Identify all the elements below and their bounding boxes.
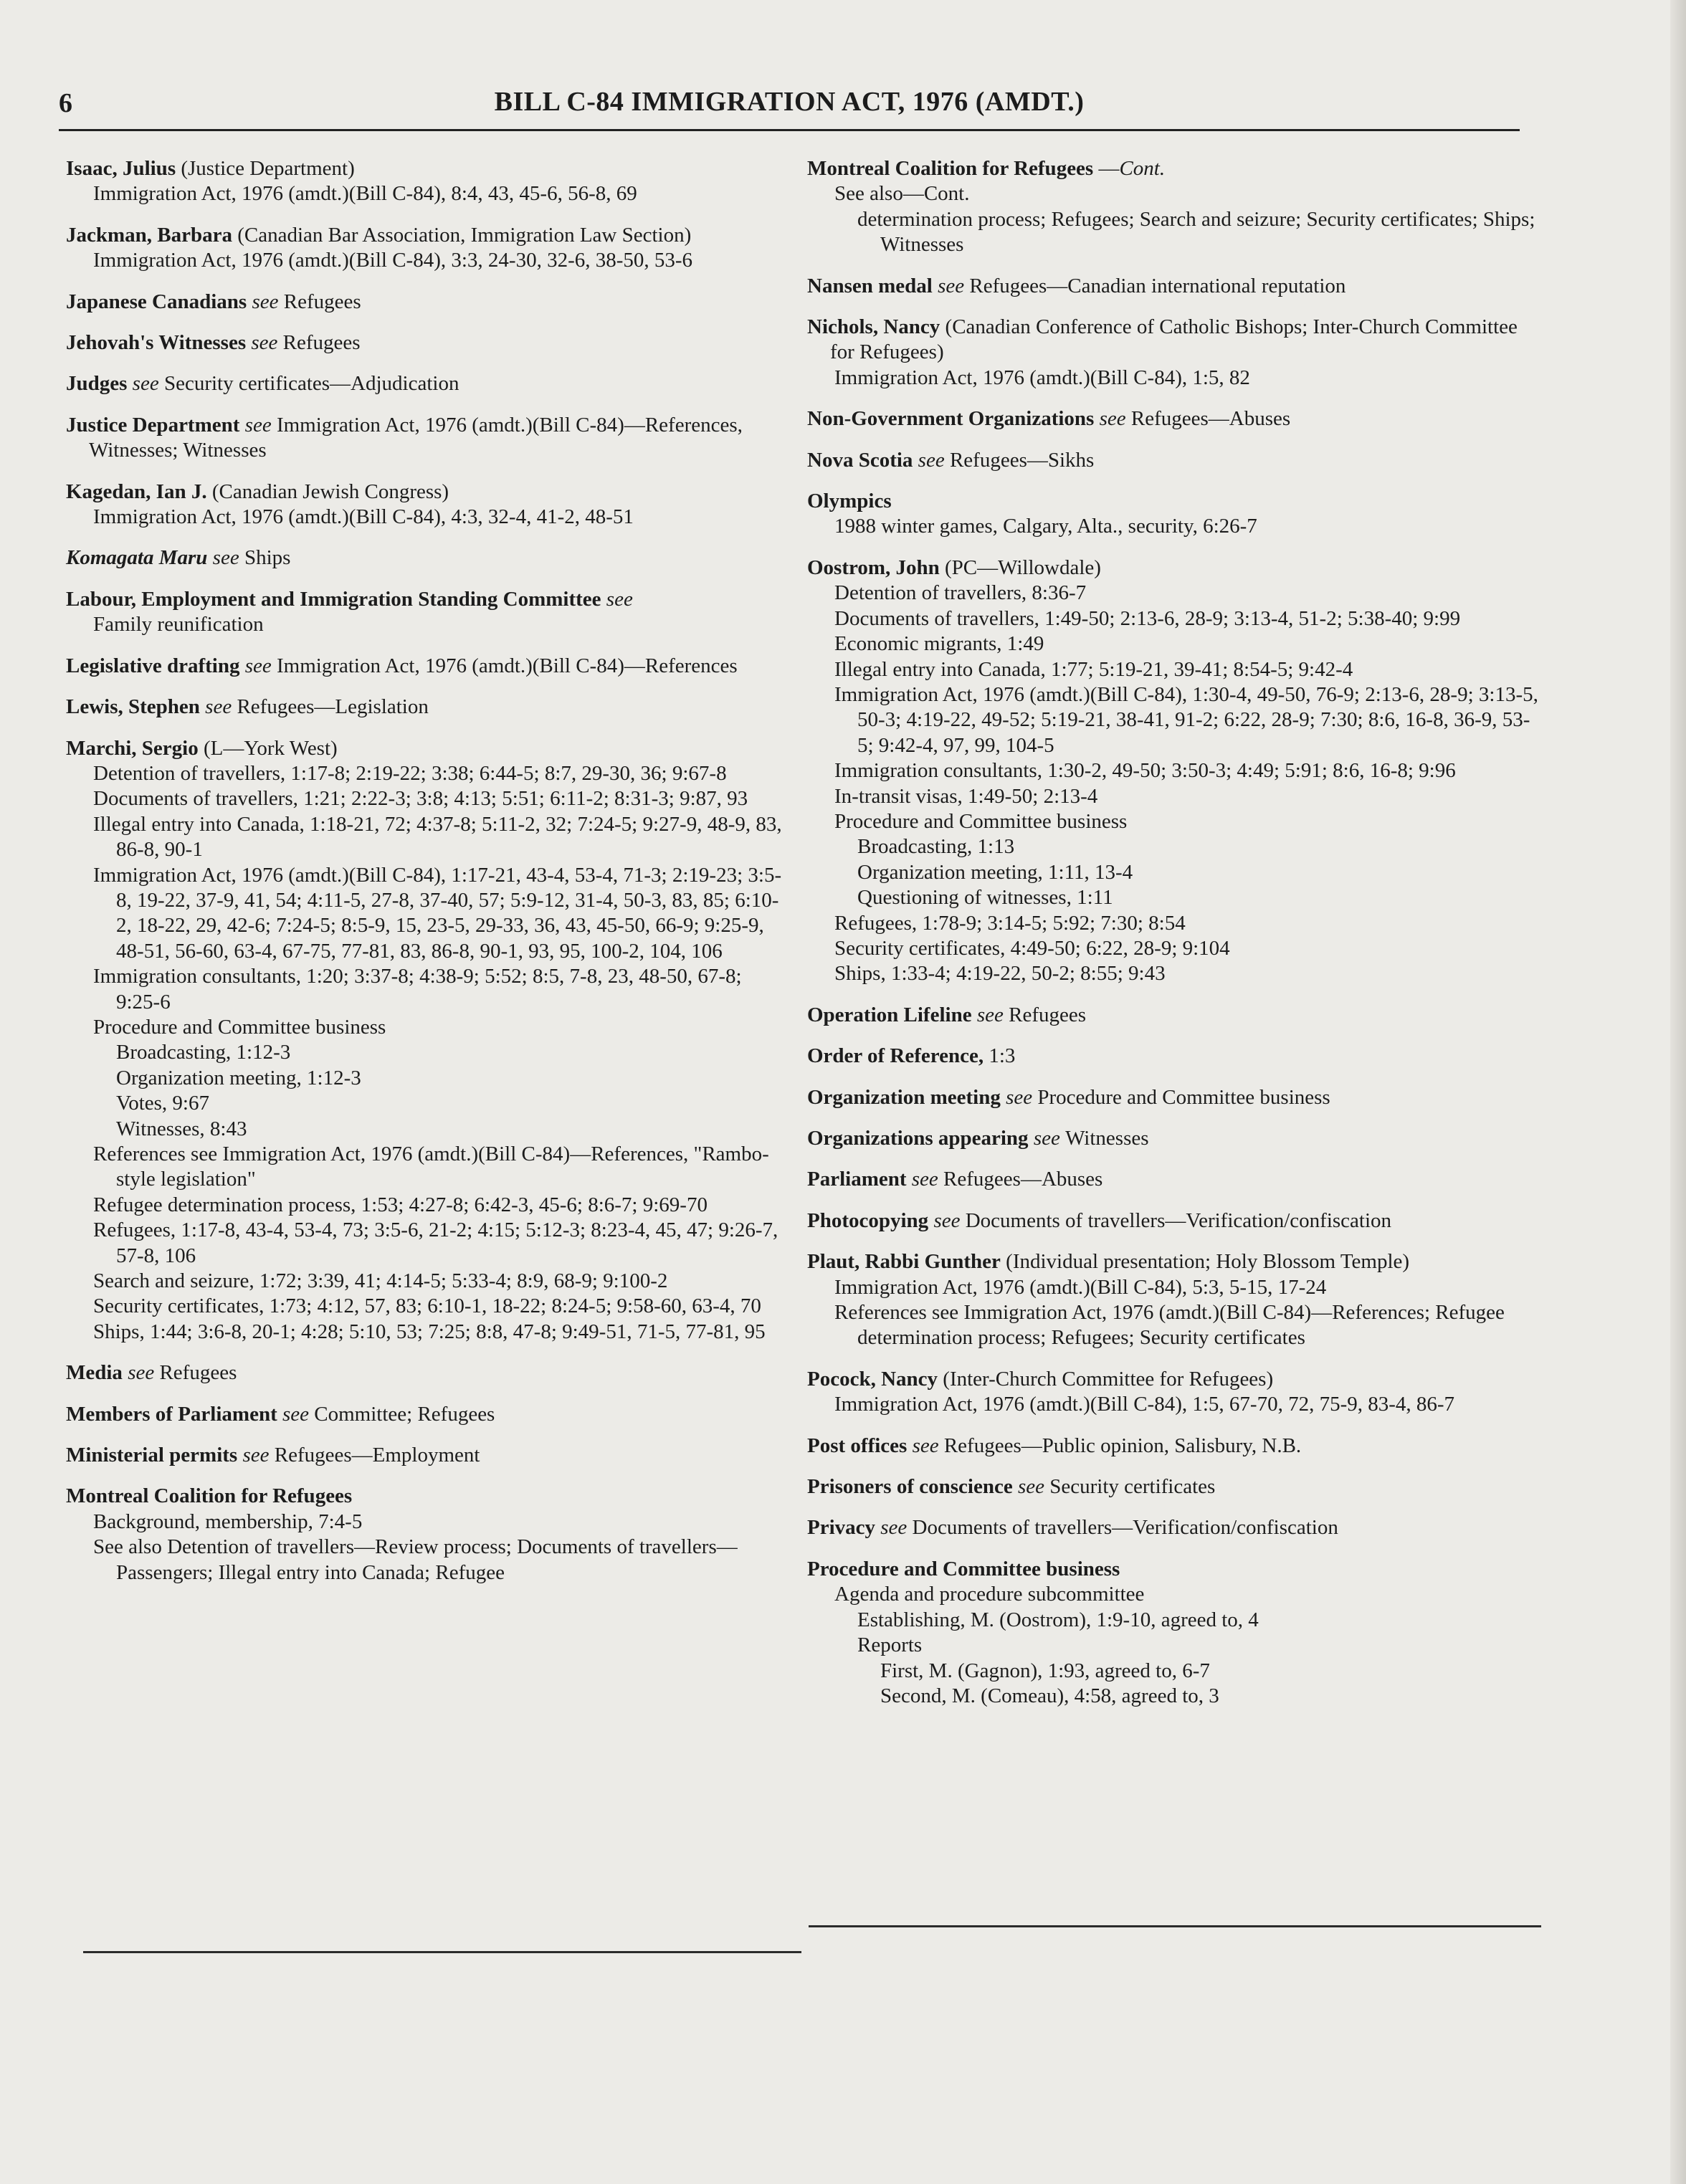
- entry-heading: [807, 1474, 1546, 1499]
- sub-entry: Illegal entry into Canada, 1:77; 5:19-21, 39-41; 8:54-5; 9:42-4: [834, 657, 1353, 681]
- entry-term: Parliament: [807, 1168, 907, 1191]
- sub-entry: Immigration Act, 1976 (amdt.)(Bill C-84), 1:17-21, 43-4, 53-4, 71-3; 2:19-23; 3:5-8, 19-22, 37-9, 41, 54; 4:11-5, 27-8, 37-40, 57; 5:9-12, 31-4, 50-3, 83, 85; 6:10-2, 18-22, 29, 42-6; 7:24-5; 8:5-9, 15, 23-5, 29-33, 36, 43, 45-50, 66-9; 9:25-9, 48-51, 56-60, 63-4, 67-75, 77-81, 83, 86-8, 90-1, 93, 95, 100-2, 104, 106: [93, 863, 782, 963]
- entry-detail: (Inter-Church Committee for Refugees): [938, 1367, 1274, 1391]
- see-reference: see: [1012, 1475, 1050, 1499]
- entry-detail: (Canadian Jewish Congress): [206, 480, 449, 503]
- entry-detail: (Canadian Conference of Catholic Bishops; Inter-Church Committee for Refugees): [830, 315, 1518, 364]
- index-entry: [807, 274, 1546, 299]
- see-reference: see: [928, 1208, 966, 1232]
- entry-detail: 1:3: [984, 1044, 1016, 1068]
- page-number: 6: [59, 88, 72, 118]
- see-reference: see: [1000, 1085, 1038, 1109]
- index-entry: [807, 448, 1546, 473]
- sub-sub-entry: determination process; Refugees; Search and seizure; Security certificates; Ships; Witnesses: [857, 207, 1535, 257]
- index-entry: [66, 736, 783, 1345]
- sub-entry: Refugees, 1:17-8, 43-4, 53-4, 73; 3:5-6, 21-2; 4:15; 5:12-3; 8:23-4, 45, 47; 9:26-7, 57-8, 106: [93, 1219, 778, 1267]
- entry-detail: Immigration Act, 1976 (amdt.)(Bill C-84)—References: [276, 654, 738, 677]
- entry-term: Montreal Coalition for Refugees: [66, 1484, 353, 1508]
- index-entry: [807, 489, 1546, 540]
- sub-sub-sub-entry: First, M. (Gagnon), 1:93, agreed to, 6-7: [880, 1659, 1210, 1682]
- sub-entry: Security certificates, 4:49-50; 6:22, 28-9; 9:104: [834, 936, 1230, 960]
- entry-term: Lewis, Stephen: [66, 695, 200, 719]
- index-entry: [807, 1249, 1546, 1351]
- entry-heading: [807, 1003, 1546, 1028]
- sub-sub-sub-entry: Second, M. (Comeau), 4:58, agreed to, 3: [880, 1684, 1219, 1707]
- sub-entry: Immigration consultants, 1:30-2, 49-50; 3:50-3; 4:49; 5:91; 8:6, 16-8; 9:96: [834, 759, 1456, 783]
- index-entry: [66, 223, 783, 274]
- entry-term: Olympics: [807, 490, 892, 513]
- running-title: BILL C-84 IMMIGRATION ACT, 1976 (AMDT.): [494, 87, 1085, 117]
- entry-heading: [66, 654, 783, 679]
- entry-heading: [807, 555, 1546, 581]
- entry-term: Isaac, Julius: [66, 157, 176, 180]
- sub-entry: Agenda and procedure subcommittee: [834, 1583, 1145, 1606]
- sub-entry: Immigration Act, 1976 (amdt.)(Bill C-84), 4:3, 32-4, 41-2, 48-51: [93, 505, 634, 529]
- index-entry: [66, 1443, 783, 1468]
- page-edge: [1670, 0, 1686, 2184]
- entry-detail: Refugees—Legislation: [237, 695, 429, 719]
- entry-term: Marchi, Sergio: [66, 736, 199, 760]
- entry-detail: Committee; Refugees: [314, 1402, 495, 1426]
- see-reference: see: [239, 413, 277, 437]
- entry-heading: [807, 489, 1546, 514]
- index-entry: [807, 1044, 1546, 1069]
- entry-term: Labour, Employment and Immigration Standing Committee: [66, 587, 601, 611]
- entry-heading: [66, 545, 783, 571]
- sub-entry: Detention of travellers, 8:36-7: [834, 581, 1087, 605]
- entry-term: Operation Lifeline: [807, 1003, 972, 1026]
- sub-entry: Refugee determination process, 1:53; 4:27-8; 6:42-3, 45-6; 8:6-7; 9:69-70: [93, 1193, 708, 1216]
- index-entry: [807, 1085, 1546, 1110]
- sub-entry: Ships, 1:33-4; 4:19-22, 50-2; 8:55; 9:43: [834, 962, 1166, 986]
- entry-term: Organizations appearing: [807, 1127, 1029, 1150]
- sub-sub-entry: Votes, 9:67: [116, 1092, 209, 1115]
- sub-entry: Immigration Act, 1976 (amdt.)(Bill C-84), 1:30-4, 49-50, 76-9; 2:13-6, 28-9; 3:13-5, 50-3; 4:19-22, 49-52; 5:19-21, 38-41, 91-2; 6:22, 28-9; 7:30; 8:6, 16-8, 36-9, 53-5; 9:42-4, 97, 99, 104-5: [834, 682, 1538, 757]
- entry-heading: [807, 274, 1546, 299]
- sub-entry: See also Detention of travellers—Review process; Documents of travellers—Passengers; Illegal entry into Canada; Refugee: [93, 1535, 738, 1584]
- sub-entry: Detention of travellers, 1:17-8; 2:19-22; 3:38; 6:44-5; 8:7, 29-30, 36; 9:67-8: [93, 761, 727, 785]
- entry-term: Ministerial permits: [66, 1444, 238, 1467]
- entry-heading: [807, 1126, 1546, 1151]
- index-entry: [66, 413, 783, 464]
- entry-detail: Documents of travellers—Verification/confiscation: [965, 1208, 1392, 1232]
- sub-entry: Documents of travellers, 1:21; 2:22-3; 3:8; 4:13; 5:51; 6:11-2; 8:31-3; 9:87, 93: [93, 787, 748, 811]
- entry-detail: Security certificates: [1049, 1475, 1216, 1499]
- entry-term: Justice Department: [66, 413, 240, 437]
- index-entry: [807, 555, 1546, 987]
- see-reference: see: [207, 546, 244, 570]
- entry-detail: (Individual presentation; Holy Blossom Temple): [1000, 1250, 1410, 1274]
- sub-entry: Refugees, 1:78-9; 3:14-5; 5:92; 7:30; 8:54: [834, 911, 1186, 935]
- entry-detail: Refugees—Employment: [274, 1444, 480, 1467]
- sub-sub-entry: Organization meeting, 1:11, 13-4: [857, 860, 1133, 884]
- see-reference: see: [913, 448, 950, 472]
- sub-entry: Immigration Act, 1976 (amdt.)(Bill C-84), 8:4, 43, 45-6, 56-8, 69: [93, 182, 637, 206]
- sub-entry: Immigration Act, 1976 (amdt.)(Bill C-84), 1:5, 82: [834, 366, 1250, 389]
- index-entry: [66, 480, 783, 530]
- entry-detail: Refugees—Abuses: [1130, 407, 1291, 431]
- index-entry: [807, 1126, 1546, 1151]
- see-reference: see: [971, 1003, 1009, 1026]
- entry-heading: [66, 156, 783, 181]
- entry-detail: Refugees—Abuses: [943, 1168, 1103, 1191]
- sub-entry: Search and seizure, 1:72; 3:39, 41; 4:14-5; 5:33-4; 8:9, 68-9; 9:100-2: [93, 1269, 668, 1293]
- index-entry: [66, 1484, 783, 1585]
- sub-entry: Economic migrants, 1:49: [834, 632, 1044, 656]
- entry-term: Photocopying: [807, 1208, 929, 1232]
- index-entry: [807, 1474, 1546, 1499]
- index-column-right: [807, 156, 1546, 1725]
- entry-heading: [66, 1402, 783, 1427]
- entry-term: Non-Government Organizations: [807, 407, 1095, 431]
- index-entry: [807, 406, 1546, 431]
- entry-heading: [807, 1208, 1546, 1234]
- entry-term: Members of Parliament: [66, 1402, 277, 1426]
- page-header: [59, 85, 1520, 131]
- entry-heading: [807, 1515, 1546, 1540]
- index-entry: [807, 315, 1546, 391]
- see-reference: see: [1028, 1127, 1066, 1150]
- entry-heading: [66, 695, 783, 720]
- sub-entry: Ships, 1:44; 3:6-8, 20-1; 4:28; 5:10, 53; 7:25; 8:8, 47-8; 9:49-51, 71-5, 77-81, 95: [93, 1320, 766, 1343]
- entry-detail: Refugees: [283, 290, 361, 313]
- entry-detail: Refugees: [1009, 1003, 1087, 1026]
- entry-term: Judges: [66, 372, 128, 396]
- entry-detail: (Canadian Bar Association, Immigration Law Section): [232, 223, 692, 247]
- see-reference: see: [906, 1168, 944, 1191]
- entry-detail: Witnesses: [1065, 1127, 1149, 1150]
- entry-term: Privacy: [807, 1516, 876, 1540]
- index-entry: [66, 290, 783, 315]
- entry-term: Nansen medal: [807, 274, 933, 297]
- see-reference: see: [247, 290, 284, 313]
- entry-heading: [807, 448, 1546, 473]
- entry-detail: Procedure and Committee business: [1037, 1085, 1330, 1109]
- sub-sub-entry: Reports: [857, 1634, 923, 1657]
- entry-heading: [807, 315, 1546, 366]
- see-reference: see: [1094, 407, 1131, 431]
- see-reference: see: [122, 1361, 160, 1385]
- entry-detail: Refugees—Public opinion, Salisbury, N.B.: [943, 1434, 1302, 1457]
- entry-heading: [66, 1443, 783, 1468]
- index-entry: [807, 1003, 1546, 1028]
- entry-term: Post offices: [807, 1434, 908, 1457]
- entry-heading: [66, 1484, 783, 1509]
- see-reference: see: [875, 1516, 913, 1540]
- sub-entry: Immigration consultants, 1:20; 3:37-8; 4:38-9; 5:52; 8:5, 7-8, 23, 48-50, 67-8; 9:25-6: [93, 965, 742, 1014]
- entry-term: Prisoners of conscience: [807, 1475, 1013, 1499]
- see-reference: see: [932, 274, 970, 297]
- entry-term: Komagata Maru: [66, 546, 208, 570]
- entry-detail: (PC—Willowdale): [939, 555, 1101, 579]
- entry-heading: [807, 1557, 1546, 1582]
- entry-detail: Security certificates—Adjudication: [163, 372, 459, 396]
- sub-entry: 1988 winter games, Calgary, Alta., security, 6:26-7: [834, 515, 1257, 538]
- sub-entry: Immigration Act, 1976 (amdt.)(Bill C-84), 1:5, 67-70, 72, 75-9, 83-4, 86-7: [834, 1393, 1455, 1416]
- entry-detail: (Justice Department): [176, 157, 355, 180]
- index-entry: [807, 1208, 1546, 1234]
- index-entry: [66, 156, 783, 207]
- sub-entry: Procedure and Committee business: [834, 809, 1128, 833]
- entry-term: Japanese Canadians: [66, 290, 247, 313]
- see-reference: see: [246, 331, 283, 355]
- index-entry: [66, 545, 783, 571]
- entry-detail: Ships: [244, 546, 291, 570]
- sub-entry: See also—Cont.: [834, 182, 970, 206]
- entry-heading: [66, 290, 783, 315]
- entry-heading: [66, 330, 783, 356]
- sub-entry: References see Immigration Act, 1976 (amdt.)(Bill C-84)—References; Refugee determination process; Refugees; Security certificates: [834, 1301, 1505, 1350]
- entry-heading: [66, 480, 783, 505]
- entry-term: Legislative drafting: [66, 654, 240, 677]
- entry-term: Plaut, Rabbi Gunther: [807, 1250, 1001, 1274]
- entry-detail: Documents of travellers—Verification/confiscation: [912, 1516, 1338, 1540]
- index-entry: [807, 1557, 1546, 1709]
- entry-term: Montreal Coalition for Refugees: [807, 157, 1094, 180]
- entry-term: Nova Scotia: [807, 448, 913, 472]
- entry-heading: [807, 1044, 1546, 1069]
- entry-term: Order of Reference,: [807, 1044, 984, 1068]
- entry-detail: Refugees—Canadian international reputation: [969, 274, 1346, 297]
- sub-sub-entry: Questioning of witnesses, 1:11: [857, 886, 1113, 910]
- sub-sub-entry: Broadcasting, 1:12-3: [116, 1041, 291, 1064]
- entry-heading: [807, 1085, 1546, 1110]
- entry-heading: [807, 156, 1546, 181]
- footer-rule-right: [809, 1925, 1541, 1927]
- index-entry: [66, 1360, 783, 1386]
- entry-heading: [807, 1167, 1546, 1192]
- entry-detail: Immigration Act, 1976 (amdt.)(Bill C-84)—References, Witnesses; Witnesses: [89, 413, 743, 462]
- entry-detail: Refugees—Sikhs: [949, 448, 1095, 472]
- sub-entry: Documents of travellers, 1:49-50; 2:13-6, 28-9; 3:13-4, 51-2; 5:38-40; 9:99: [834, 606, 1461, 630]
- sub-entry: Security certificates, 1:73; 4:12, 57, 83; 6:10-1, 18-22; 8:24-5; 9:58-60, 63-4, 70: [93, 1294, 761, 1318]
- entry-term: Procedure and Committee business: [807, 1557, 1120, 1580]
- index-entry: [66, 1402, 783, 1427]
- index-entry: [807, 1167, 1546, 1192]
- see-reference: see: [277, 1402, 315, 1426]
- index-column-left: [66, 156, 783, 1601]
- sub-entry: Illegal entry into Canada, 1:18-21, 72; 4:37-8; 5:11-2, 32; 7:24-5; 9:27-9, 48-9, 83, 86-8, 90-1: [93, 812, 782, 862]
- entry-term: Nichols, Nancy: [807, 315, 940, 339]
- see-reference: see: [237, 1444, 275, 1467]
- index-entry: [66, 330, 783, 356]
- entry-heading: [66, 223, 783, 248]
- see-reference: see: [127, 372, 164, 396]
- sub-entry: In-transit visas, 1:49-50; 2:13-4: [834, 784, 1098, 808]
- entry-heading: [807, 1367, 1546, 1392]
- entry-term: Oostrom, John: [807, 555, 940, 579]
- index-entry: [66, 587, 783, 638]
- entry-term: Pocock, Nancy: [807, 1367, 938, 1391]
- index-entry: [66, 695, 783, 720]
- entry-detail: Refugees: [282, 331, 361, 355]
- entry-term: Kagedan, Ian J.: [66, 480, 207, 503]
- entry-term: Jackman, Barbara: [66, 223, 232, 247]
- sub-entry: Background, membership, 7:4-5: [93, 1510, 363, 1533]
- entry-term: Organization meeting: [807, 1085, 1001, 1109]
- footer-rule-left: [83, 1951, 801, 1953]
- entry-detail: Refugees: [159, 1361, 237, 1385]
- entry-term: Jehovah's Witnesses: [66, 331, 247, 355]
- sub-entry: Family reunification: [93, 613, 264, 636]
- sub-entry: Immigration Act, 1976 (amdt.)(Bill C-84), 5:3, 5-15, 17-24: [834, 1275, 1327, 1299]
- sub-sub-entry: Witnesses, 8:43: [116, 1117, 247, 1140]
- entry-detail: —: [1093, 157, 1120, 180]
- entry-heading: [807, 406, 1546, 431]
- entry-detail: (L—York West): [198, 736, 338, 760]
- entry-heading: [66, 371, 783, 396]
- sub-entry: Procedure and Committee business: [93, 1015, 386, 1039]
- sub-sub-entry: Broadcasting, 1:13: [857, 835, 1015, 859]
- entry-heading: [66, 587, 783, 612]
- see-reference: see: [239, 654, 277, 677]
- entry-heading: [66, 413, 783, 464]
- entry-heading: [66, 1360, 783, 1386]
- entry-heading: [807, 1434, 1546, 1459]
- entry-term: Media: [66, 1361, 123, 1385]
- index-entry: [807, 1367, 1546, 1418]
- sub-entry: References see Immigration Act, 1976 (amdt.)(Bill C-84)—References, "Rambo-style legislation": [93, 1143, 769, 1191]
- see-reference: see: [199, 695, 237, 719]
- sub-sub-entry: Organization meeting, 1:12-3: [116, 1066, 361, 1089]
- see-reference: see: [601, 587, 633, 611]
- index-entry: [807, 1515, 1546, 1540]
- index-entry: [807, 1434, 1546, 1459]
- entry-heading: [807, 1249, 1546, 1274]
- continued-label: Cont.: [1119, 157, 1166, 180]
- sub-sub-entry: Establishing, M. (Oostrom), 1:9-10, agreed to, 4: [857, 1608, 1259, 1631]
- index-entry: [66, 654, 783, 679]
- see-reference: see: [907, 1434, 944, 1457]
- entry-heading: [66, 736, 783, 761]
- index-entry: [66, 371, 783, 396]
- sub-entry: Immigration Act, 1976 (amdt.)(Bill C-84), 3:3, 24-30, 32-6, 38-50, 53-6: [93, 249, 693, 272]
- index-entry: [807, 156, 1546, 258]
